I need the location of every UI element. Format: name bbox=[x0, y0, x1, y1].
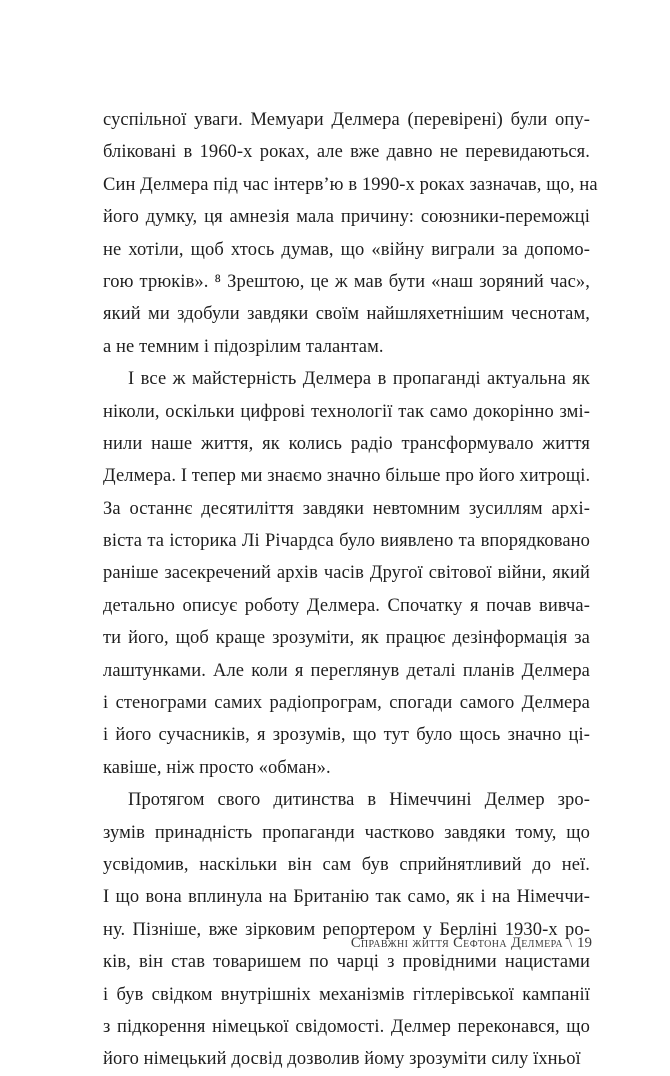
text-line: з підкорення німецької свідомості. Делмер переконався, що bbox=[103, 1016, 590, 1037]
paragraph bbox=[103, 104, 598, 363]
footer-separator: \ bbox=[567, 935, 572, 951]
text-line: лаштунками. Але коли я переглянув деталі планів Делмера bbox=[103, 660, 590, 681]
text-line: не хотіли, щоб хтось думав, що «війну виграли за допомо- bbox=[103, 239, 590, 260]
text-line: ну. Пізніше, вже зірковим репортером у Берліні 1930-х ро- bbox=[103, 919, 590, 940]
text-line: Протягом свого дитинства в Німеччині Делмер зро- bbox=[128, 790, 590, 811]
text-line: його думку, ця амнезія мала причину: союзники-переможці bbox=[103, 207, 590, 228]
text-line: раніше засекречений архів часів Другої світової війни, який bbox=[103, 563, 590, 584]
text-line: детально описує роботу Делмера. Спочатку я почав вивча- bbox=[103, 595, 590, 616]
text-line: ків, він став товаришем по чарці з провідними нацистами bbox=[103, 952, 590, 973]
running-title: Справжні життя Сефтона Делмера bbox=[350, 935, 563, 951]
text-line: і був свідком внутрішніх механізмів гітлерівської кампанії bbox=[103, 984, 590, 1005]
text-line: і стенограми самих радіопрограм, спогади самого Делмера bbox=[103, 693, 590, 714]
text-line: усвідомив, наскільки він сам був сприйнятливий до неї. bbox=[103, 854, 590, 875]
text-line: віста та історика Лі Річардса було виявлено та впорядковано bbox=[103, 531, 590, 552]
page-footer bbox=[351, 935, 592, 952]
text-line: Син Делмера під час інтерв’ю в 1990-х роках зазначав, що, на bbox=[103, 174, 598, 195]
paragraph bbox=[103, 784, 590, 1076]
text-line: ніколи, оскільки цифрові технології так само докорінно змі- bbox=[103, 401, 590, 422]
text-line: І що вона вплинула на Британію так само, як і на Німеччи- bbox=[103, 887, 590, 908]
page-body bbox=[103, 104, 598, 1076]
text-line: Делмера. І тепер ми знаємо значно більше про його хитрощі. bbox=[103, 466, 591, 487]
text-line: і його сучасників, я зрозумів, що тут було щось значно ці- bbox=[103, 725, 590, 746]
paragraph bbox=[103, 363, 590, 784]
text-line: ти його, щоб краще зрозуміти, як працює дезінформація за bbox=[103, 628, 590, 649]
text-line: гою трюків». ⁸ Зрештою, це ж мав бути «наш зоряний час», bbox=[103, 271, 590, 292]
text-line: бліковані в 1960-х роках, але вже давно не перевидаються. bbox=[103, 142, 590, 163]
text-line: суспільної уваги. Мемуари Делмера (перевірені) були опу- bbox=[103, 110, 590, 130]
text-line: а не темним і підозрілим талантам. bbox=[103, 336, 384, 357]
text-line: його німецький досвід дозволив йому зрозуміти силу їхньої bbox=[103, 1049, 581, 1070]
text-line: який ми здобули завдяки своїм найшляхетнішим чеснотам, bbox=[103, 304, 590, 325]
text-line: кавіше, ніж просто «обман». bbox=[103, 757, 331, 778]
text-line: І все ж майстерність Делмера в пропаганді актуальна як bbox=[128, 369, 590, 390]
text-line: зумів принадність пропаганди частково завдяки тому, що bbox=[103, 822, 590, 843]
page-number: 19 bbox=[577, 935, 592, 951]
text-line: нили наше життя, як колись радіо трансформувало життя bbox=[103, 433, 590, 454]
text-line: За останнє десятиліття завдяки невтомним зусиллям архі- bbox=[103, 498, 590, 519]
